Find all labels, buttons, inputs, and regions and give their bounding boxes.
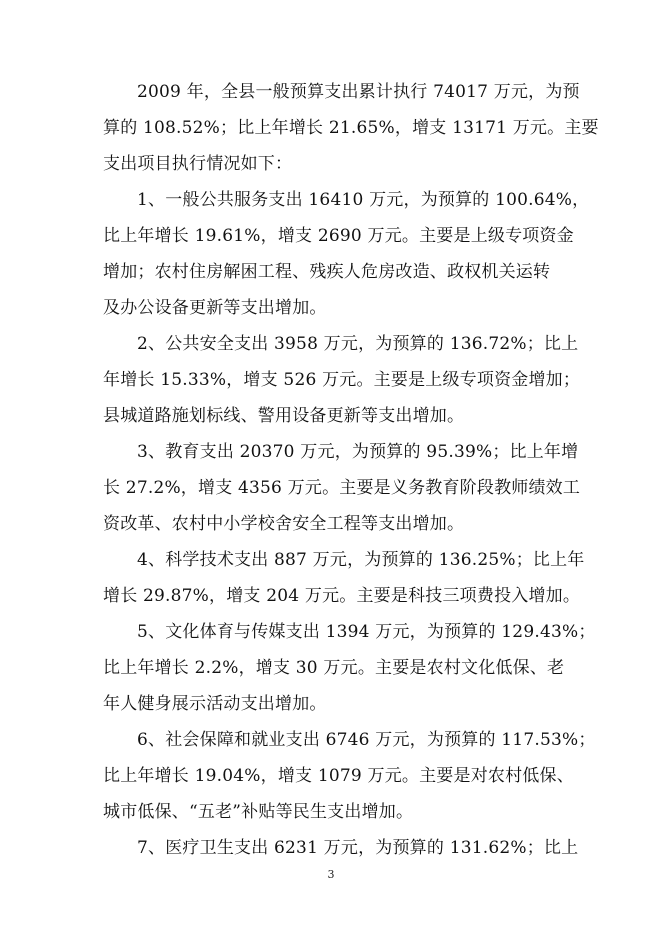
paragraph-line: 算的 108.52%；比上年增长 21.65%，增支 13171 万元。主要 [103,118,599,138]
paragraph-line: 资改革、农村中小学校舍安全工程等支出增加。 [103,514,465,534]
paragraph-line: 2009 年，全县一般预算支出累计执行 74017 万元，为预 [137,82,580,102]
paragraph-line: 比上年增长 19.61%，增支 2690 万元。主要是上级专项资金 [103,226,574,246]
paragraph-line: 4、科学技术支出 887 万元，为预算的 136.25%；比上年 [137,550,585,570]
paragraph-line: 7、医疗卫生支出 6231 万元，为预算的 131.62%；比上 [137,838,579,858]
paragraph-item-5 [103,614,596,722]
paragraph-line: 比上年增长 2.2%，增支 30 万元。主要是农村文化低保、老 [103,658,565,678]
paragraph-line: 城市低保、“五老”补贴等民生支出增加。 [103,802,414,822]
paragraph-line: 3、教育支出 20370 万元，为预算的 95.39%；比上年增 [137,442,579,462]
paragraph-summary [103,74,599,182]
document-body [103,74,599,866]
page-number: 3 [327,868,335,881]
paragraph-item-6 [103,722,596,830]
paragraph-line: 年增长 15.33%，增支 526 万元。主要是上级专项资金增加； [103,370,581,390]
paragraph-line: 比上年增长 19.04%，增支 1079 万元。主要是对农村低保、 [103,766,574,786]
paragraph-item-3 [103,434,581,542]
paragraph-line: 及办公设备更新等支出增加。 [103,298,327,318]
paragraph-line: 增加；农村住房解困工程、残疾人危房改造、政权机关运转 [103,262,551,282]
paragraph-line: 年人健身展示活动支出增加。 [103,694,327,714]
paragraph-item-7 [103,830,579,866]
paragraph-line: 支出项目执行情况如下： [103,154,293,174]
paragraph-line: 1、一般公共服务支出 16410 万元，为预算的 100.64%， [137,190,590,210]
paragraph-line: 增长 29.87%，增支 204 万元。主要是科技三项费投入增加。 [103,586,581,606]
paragraph-line: 5、文化体育与传媒支出 1394 万元，为预算的 129.43%； [137,622,596,642]
paragraph-line: 2、公共安全支出 3958 万元，为预算的 136.72%；比上 [137,334,579,354]
paragraph-item-4 [103,542,585,614]
paragraph-item-2 [103,326,581,434]
paragraph-line: 6、社会保障和就业支出 6746 万元，为预算的 117.53%； [137,730,596,750]
paragraph-line: 长 27.2%，增支 4356 万元。主要是义务教育阶段教师绩效工 [103,478,581,498]
paragraph-line: 县城道路施划标线、警用设备更新等支出增加。 [103,406,465,426]
paragraph-item-1 [103,182,590,326]
